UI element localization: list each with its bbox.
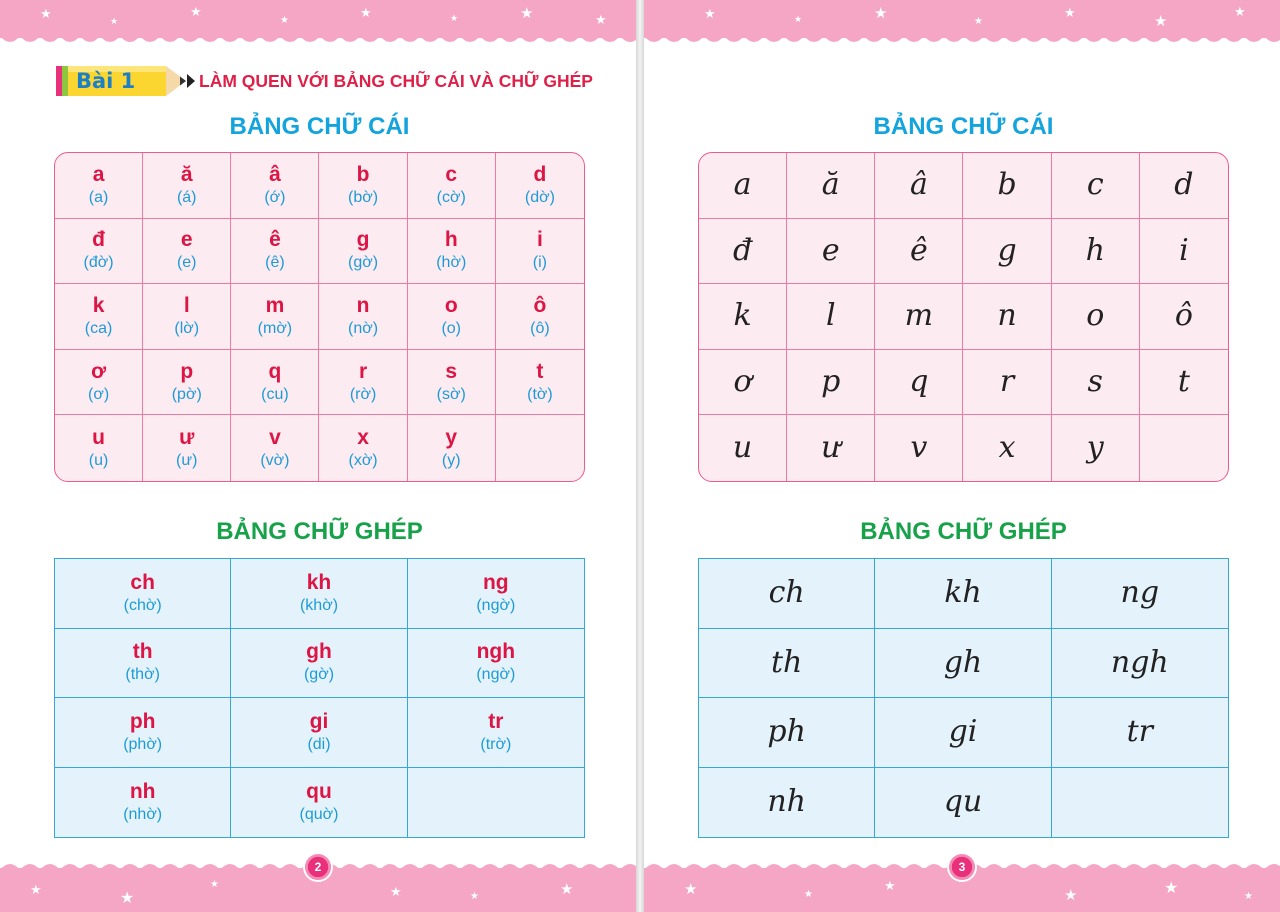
cursive-cell-ơ <box>699 350 787 416</box>
letter-cell-ph <box>55 698 231 768</box>
lesson-title: LÀM QUEN VỚI BẢNG CHỮ CÁI VÀ CHỮ GHÉP <box>199 71 593 91</box>
letter: u <box>92 425 105 449</box>
cursive-letter: t <box>1177 364 1190 400</box>
star-icon: ★ <box>684 880 698 898</box>
cursive-cell-ă <box>787 153 875 219</box>
letter-cell-ngh <box>408 629 584 699</box>
letter-pronunciation: (ơ) <box>88 385 110 403</box>
star-icon: ★ <box>874 4 888 22</box>
letter: gi <box>309 709 329 733</box>
cursive-letter: ê <box>910 232 928 268</box>
letter: qu <box>306 779 332 803</box>
letter: b <box>356 162 370 186</box>
cursive-letter: g <box>997 232 1017 268</box>
letter-cell-u <box>55 415 143 481</box>
letter: ư <box>179 425 195 449</box>
letter-pronunciation: (di) <box>307 735 331 753</box>
letter-pronunciation: (xờ) <box>348 451 378 469</box>
letter-cell-ê <box>231 219 319 285</box>
star-icon: ★ <box>1234 5 1246 20</box>
cursive-cell-q <box>875 350 963 416</box>
letter: tr <box>488 709 504 733</box>
letter-cell-r <box>319 350 407 416</box>
cursive-alphabet-table <box>698 152 1229 482</box>
letter-cell-ch <box>55 559 231 629</box>
letter-cell-th <box>55 629 231 699</box>
cursive-letter: ô <box>1174 298 1193 334</box>
star-icon: ★ <box>704 7 716 22</box>
cursive-cell-o <box>1052 284 1140 350</box>
cursive-cell-s <box>1052 350 1140 416</box>
page-number-text: 3 <box>958 860 966 874</box>
letter-cell-gi <box>231 698 407 768</box>
letter-cell-l <box>143 284 231 350</box>
cursive-cell-p <box>787 350 875 416</box>
cursive-letter: k <box>733 298 752 334</box>
cursive-letter: ngh <box>1110 644 1169 680</box>
empty-cell <box>1052 768 1228 838</box>
letter: c <box>445 162 458 186</box>
letter-pronunciation: (cờ) <box>436 188 466 206</box>
cursive-letter: u <box>732 430 753 466</box>
cursive-letter: â <box>909 167 928 203</box>
cursive-cell-gh <box>875 629 1051 699</box>
left-page <box>0 0 636 912</box>
letter-pronunciation: (ô) <box>530 319 550 337</box>
cursive-letter: ư <box>821 430 841 466</box>
letter-cell-y <box>408 415 496 481</box>
letter-pronunciation: (nờ) <box>348 319 379 337</box>
cursive-letter: đ <box>732 232 753 268</box>
cursive-cell-e <box>787 219 875 285</box>
lesson-header <box>56 62 616 100</box>
cursive-cell-ng <box>1052 559 1228 629</box>
letter-cell-qu <box>231 768 407 838</box>
letter-pronunciation: (cu) <box>261 385 289 403</box>
letter: q <box>268 359 282 383</box>
cursive-letter: qu <box>943 784 983 820</box>
star-icon: ★ <box>804 889 813 900</box>
letter-pronunciation: (lờ) <box>174 319 200 337</box>
cursive-cell-kh <box>875 559 1051 629</box>
letter-cell-n <box>319 284 407 350</box>
cursive-letter: p <box>821 364 841 400</box>
cursive-cell-u <box>699 415 787 481</box>
letter-cell-q <box>231 350 319 416</box>
scallop-edge <box>644 36 1280 48</box>
letter-pronunciation: (hờ) <box>436 254 467 272</box>
letter-cell-tr <box>408 698 584 768</box>
cursive-cell-th <box>699 629 875 699</box>
star-icon: ★ <box>280 15 289 26</box>
top-decorative-band <box>0 0 636 38</box>
cursive-cell-a <box>699 153 787 219</box>
letter-cell-kh <box>231 559 407 629</box>
letter-cell-gh <box>231 629 407 699</box>
cursive-cell-ô <box>1140 284 1228 350</box>
letter: m <box>265 293 285 317</box>
cursive-cell-đ <box>699 219 787 285</box>
letter-cell-m <box>231 284 319 350</box>
letter-cell-ă <box>143 153 231 219</box>
letter: ph <box>129 709 156 733</box>
letter-cell-p <box>143 350 231 416</box>
letter-pronunciation: (ca) <box>84 319 113 337</box>
letter-pronunciation: (pờ) <box>171 385 202 403</box>
letter-cell-g <box>319 219 407 285</box>
letter-cell-a <box>55 153 143 219</box>
letter-cell-nh <box>55 768 231 838</box>
star-icon: ★ <box>30 883 42 898</box>
star-icon: ★ <box>560 880 574 898</box>
cursive-cell-ngh <box>1052 629 1228 699</box>
letter-cell-e <box>143 219 231 285</box>
cursive-cell-qu <box>875 768 1051 838</box>
letter: o <box>444 293 458 317</box>
cursive-cell-x <box>963 415 1051 481</box>
letter: t <box>536 359 544 383</box>
cursive-letter: a <box>733 167 752 203</box>
letter: x <box>357 425 369 449</box>
letter: ă <box>180 162 193 186</box>
star-icon: ★ <box>794 15 803 25</box>
cursive-digraph-table <box>698 558 1229 838</box>
cursive-letter: th <box>770 644 803 680</box>
letter: gh <box>306 640 332 664</box>
scallop-edge <box>0 36 636 48</box>
page-number <box>949 854 975 880</box>
cursive-cell-h <box>1052 219 1140 285</box>
star-icon: ★ <box>450 14 459 24</box>
letter: h <box>444 228 458 252</box>
letter-cell-ơ <box>55 350 143 416</box>
cursive-cell-t <box>1140 350 1228 416</box>
star-icon: ★ <box>974 16 983 27</box>
cursive-cell-b <box>963 153 1051 219</box>
cursive-letter: b <box>997 167 1017 203</box>
star-icon: ★ <box>1154 12 1168 30</box>
letter-cell-ng <box>408 559 584 629</box>
letter: ê <box>269 228 281 252</box>
letter-pronunciation: (gờ) <box>303 666 335 684</box>
letter-pronunciation: (chờ) <box>123 596 162 614</box>
letter-pronunciation: (gờ) <box>348 254 379 272</box>
cursive-letter: s <box>1087 364 1103 400</box>
letter: â <box>269 162 281 186</box>
cursive-letter: kh <box>944 575 982 611</box>
alphabet-title: BẢNG CHỮ CÁI <box>873 113 1054 140</box>
cursive-letter: tr <box>1126 714 1154 750</box>
empty-cell <box>496 415 584 481</box>
letter-cell-ô <box>496 284 584 350</box>
letter-pronunciation: (i) <box>532 254 548 272</box>
letter-pronunciation: (a) <box>88 188 109 206</box>
letter-cell-v <box>231 415 319 481</box>
letter-pronunciation: (nhờ) <box>123 805 163 823</box>
star-icon: ★ <box>360 6 372 21</box>
cursive-letter: h <box>1085 232 1105 268</box>
star-icon: ★ <box>190 5 202 20</box>
letter-pronunciation: (tờ) <box>527 385 553 403</box>
cursive-cell-ư <box>787 415 875 481</box>
cursive-cell-r <box>963 350 1051 416</box>
letter-cell-d <box>496 153 584 219</box>
cursive-cell-m <box>875 284 963 350</box>
cursive-letter: e <box>821 232 840 268</box>
cursive-letter: gi <box>948 714 978 750</box>
cursive-cell-ê <box>875 219 963 285</box>
cursive-cell-y <box>1052 415 1140 481</box>
letter-pronunciation: (u) <box>88 451 109 469</box>
cursive-letter: ă <box>821 167 840 203</box>
letter-pronunciation: (sờ) <box>436 385 466 403</box>
letter-pronunciation: (trờ) <box>480 735 512 753</box>
letter-cell-x <box>319 415 407 481</box>
letter-pronunciation: (bờ) <box>348 188 379 206</box>
letter: i <box>536 228 543 252</box>
letter: n <box>356 293 370 317</box>
letter: y <box>445 425 458 449</box>
cursive-letter: v <box>910 430 928 466</box>
letter: a <box>92 162 105 186</box>
letter-pronunciation: (ớ) <box>264 188 286 206</box>
page-number-text: 2 <box>314 860 322 874</box>
letter: l <box>183 293 190 317</box>
letter-pronunciation: (dờ) <box>524 188 555 206</box>
lesson-number: Bài 1 <box>76 69 136 93</box>
cursive-cell-tr <box>1052 698 1228 768</box>
letter-cell-h <box>408 219 496 285</box>
letter-cell-đ <box>55 219 143 285</box>
letter-cell-i <box>496 219 584 285</box>
star-icon: ★ <box>1164 878 1179 897</box>
cursive-cell-k <box>699 284 787 350</box>
star-icon: ★ <box>390 885 402 900</box>
letter: ch <box>130 570 155 594</box>
letter: k <box>92 293 105 317</box>
right-page <box>644 0 1280 912</box>
letter-cell-s <box>408 350 496 416</box>
top-decorative-band <box>644 0 1280 38</box>
alphabet-table <box>54 152 585 482</box>
star-icon: ★ <box>470 891 479 902</box>
cursive-letter: o <box>1086 298 1105 334</box>
letter-pronunciation: (đờ) <box>83 254 114 272</box>
letter-cell-c <box>408 153 496 219</box>
cursive-cell-c <box>1052 153 1140 219</box>
cursive-letter: ơ <box>733 364 752 400</box>
cursive-letter: y <box>1086 430 1104 466</box>
letter: d <box>533 162 547 186</box>
book-gutter <box>636 0 644 912</box>
letter-pronunciation: (thờ) <box>125 666 160 684</box>
cursive-letter: q <box>909 364 929 400</box>
letter-pronunciation: (mờ) <box>257 319 293 337</box>
letter-cell-b <box>319 153 407 219</box>
letter-pronunciation: (khờ) <box>299 596 339 614</box>
star-icon: ★ <box>120 888 135 907</box>
cursive-letter: c <box>1086 167 1104 203</box>
cursive-cell-v <box>875 415 963 481</box>
letter: ô <box>533 293 547 317</box>
cursive-letter: i <box>1179 232 1189 268</box>
star-icon: ★ <box>884 879 896 894</box>
letter-pronunciation: (rờ) <box>349 385 377 403</box>
cursive-letter: r <box>999 364 1015 400</box>
letter: ng <box>482 570 509 594</box>
letter: ơ <box>91 359 107 383</box>
cursive-cell-g <box>963 219 1051 285</box>
letter-cell-â <box>231 153 319 219</box>
digraph-title: BẢNG CHỮ GHÉP <box>216 518 423 545</box>
letter: nh <box>129 779 156 803</box>
letter-pronunciation: (ư) <box>176 451 198 469</box>
cursive-cell-d <box>1140 153 1228 219</box>
empty-cell <box>408 768 584 838</box>
letter-pronunciation: (vờ) <box>260 451 290 469</box>
cursive-letter: x <box>998 430 1016 466</box>
letter-cell-ư <box>143 415 231 481</box>
cursive-letter: m <box>904 298 934 334</box>
letter-pronunciation: (o) <box>441 319 462 337</box>
star-icon: ★ <box>520 4 534 22</box>
letter-pronunciation: (e) <box>176 254 197 272</box>
alphabet-title: BẢNG CHỮ CÁI <box>229 113 410 140</box>
letter: r <box>358 359 368 383</box>
cursive-letter: gh <box>943 644 983 680</box>
letter-cell-k <box>55 284 143 350</box>
cursive-cell-i <box>1140 219 1228 285</box>
cursive-letter: n <box>997 298 1017 334</box>
digraph-table <box>54 558 585 838</box>
letter: đ <box>92 228 105 252</box>
cursive-letter: d <box>1174 167 1194 203</box>
cursive-cell-ch <box>699 559 875 629</box>
letter-pronunciation: (ngờ) <box>476 666 516 684</box>
cursive-cell-gi <box>875 698 1051 768</box>
letter: g <box>356 228 370 252</box>
star-icon: ★ <box>1064 6 1076 21</box>
letter-pronunciation: (á) <box>176 188 197 206</box>
letter-pronunciation: (phờ) <box>123 735 163 753</box>
letter-pronunciation: (quờ) <box>299 805 339 823</box>
empty-cell <box>1140 415 1228 481</box>
page-number <box>305 854 331 880</box>
letter: kh <box>306 570 332 594</box>
star-icon: ★ <box>1244 891 1253 902</box>
letter: p <box>180 359 194 383</box>
cursive-cell-ph <box>699 698 875 768</box>
star-icon: ★ <box>210 879 219 890</box>
cursive-letter: ph <box>767 714 806 750</box>
letter: v <box>269 425 281 449</box>
star-icon: ★ <box>1064 886 1078 904</box>
cursive-cell-l <box>787 284 875 350</box>
cursive-cell-â <box>875 153 963 219</box>
letter-pronunciation: (ê) <box>265 254 285 272</box>
star-icon: ★ <box>110 17 119 27</box>
cursive-letter: ch <box>768 575 805 611</box>
letter-pronunciation: (y) <box>441 451 461 469</box>
cursive-cell-n <box>963 284 1051 350</box>
letter: e <box>180 228 193 252</box>
letter: ngh <box>476 640 516 664</box>
letter: s <box>445 359 458 383</box>
cursive-letter: ng <box>1120 575 1160 611</box>
cursive-letter: l <box>825 298 836 334</box>
cursive-cell-nh <box>699 768 875 838</box>
letter-cell-t <box>496 350 584 416</box>
cursive-letter: nh <box>767 784 806 820</box>
letter: th <box>132 640 153 664</box>
arrow-right-icon <box>187 74 195 88</box>
digraph-title: BẢNG CHỮ GHÉP <box>860 518 1067 545</box>
letter-cell-o <box>408 284 496 350</box>
star-icon: ★ <box>595 13 607 28</box>
star-icon: ★ <box>40 7 52 22</box>
letter-pronunciation: (ngờ) <box>476 596 516 614</box>
